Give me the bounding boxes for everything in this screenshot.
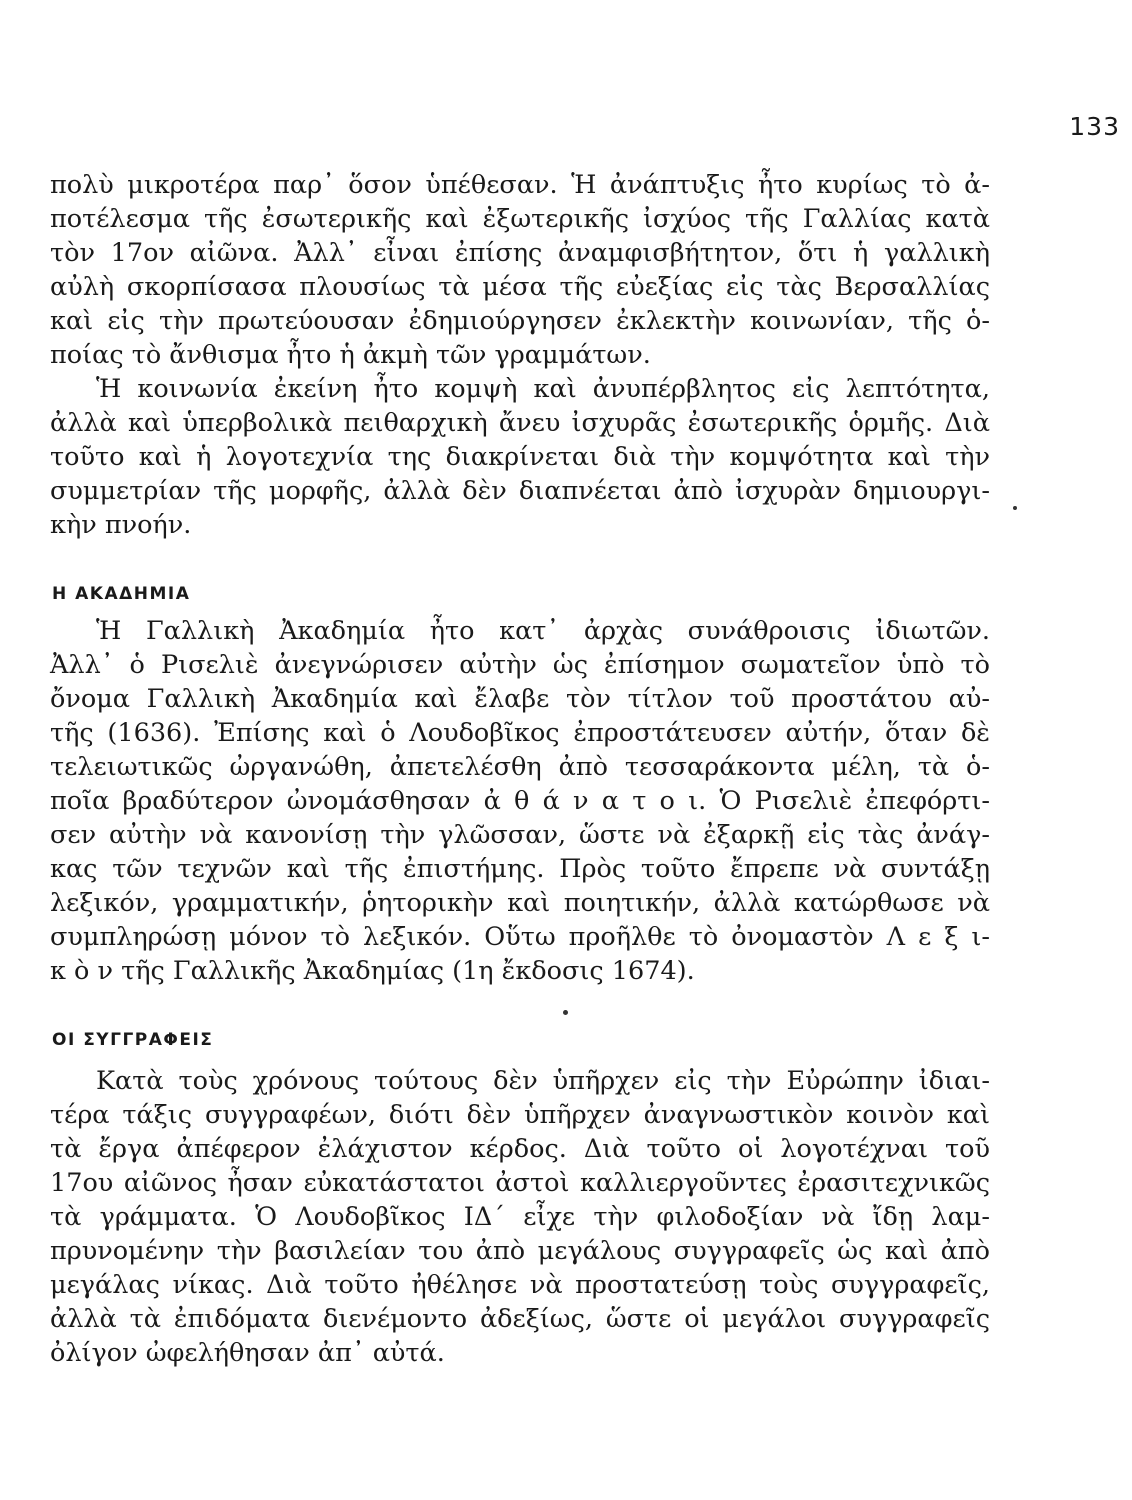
- text-line: ποτέλεσμα τῆς ἐσωτερικῆς καὶ ἐξωτερικῆς ἰσχύος τῆς Γαλλίας κατὰ: [50, 204, 990, 234]
- text-line: τῆς (1636). Ἐπίσης καὶ ὁ Λουδοβῖκος ἐπροστάτευσεν αὐτήν, ὅταν δὲ: [50, 718, 990, 748]
- text-line: τὰ ἔργα ἀπέφερον ἐλάχιστον κέρδος. Διὰ τοῦτο οἱ λογοτέχναι τοῦ: [50, 1134, 990, 1164]
- text-line: κας τῶν τεχνῶν καὶ τῆς ἐπιστήμης. Πρὸς τοῦτο ἔπρεπε νὰ συντάξῃ: [50, 854, 990, 884]
- text-line: ποῖα βραδύτερον ὠνομάσθησαν ἀ θ ά ν α τ ο ι. Ὁ Ρισελιὲ ἐπεφόρτι-: [50, 786, 990, 816]
- text-line: αὐλὴ σκορπίσασα πλουσίως τὰ μέσα τῆς εὐεξίας εἰς τὰς Βερσαλλίας: [50, 272, 990, 302]
- text-line: συμμετρίαν τῆς μορφῆς, ἀλλὰ δὲν διαπνέεται ἀπὸ ἰσχυρὰν δημιουργι-: [50, 476, 990, 506]
- text-line: Ἡ κοινωνία ἐκείνη ἦτο κομψὴ καὶ ἀνυπέρβλητος εἰς λεπτότητα,: [96, 374, 990, 404]
- text-line: κὴν πνοήν.: [50, 510, 192, 540]
- text-line: ποίας τὸ ἄνθισμα ἦτο ἡ ἀκμὴ τῶν γραμμάτων.: [50, 340, 651, 370]
- page-number: 133: [1069, 112, 1120, 141]
- text-line: ὄνομα Γαλλικὴ Ἀκαδημία καὶ ἔλαβε τὸν τίτλον τοῦ προστάτου αὐ-: [50, 684, 990, 714]
- text-line: Κατὰ τοὺς χρόνους τούτους δὲν ὑπῆρχεν εἰς τὴν Εὐρώπην ἰδιαι-: [96, 1066, 990, 1096]
- text-line: κ ὸ ν τῆς Γαλλικῆς Ἀκαδημίας (1η ἔκδοσις 1674).: [50, 956, 695, 986]
- text-line: 17ου αἰῶνος ἦσαν εὐκατάστατοι ἀστοὶ καλλιεργοῦντες ἐρασιτεχνικῶς: [50, 1168, 990, 1198]
- text-line: τὰ γράμματα. Ὁ Λουδοβῖκος ΙΔ΄ εἶχε τὴν φιλοδοξίαν νὰ ἴδῃ λαμ-: [50, 1202, 990, 1232]
- text-line: πρυνομένην τὴν βασιλείαν του ἀπὸ μεγάλους συγγραφεῖς ὡς καὶ ἀπὸ: [50, 1236, 990, 1266]
- text-line: πολὺ μικροτέρα παρ᾽ ὅσον ὑπέθεσαν. Ἡ ἀνάπτυξις ἦτο κυρίως τὸ ἀ-: [50, 170, 990, 200]
- section-heading-academy: Η ΑΚΑΔΗΜΙΑ: [52, 584, 191, 604]
- text-line: Ἀλλ᾽ ὁ Ρισελιὲ ἀνεγνώρισεν αὐτὴν ὡς ἐπίσημον σωματεῖον ὑπὸ τὸ: [50, 650, 990, 680]
- print-speck: [1013, 506, 1017, 510]
- text-line: ἀλλὰ τὰ ἐπιδόματα διενέμοντο ἀδεξίως, ὥστε οἱ μεγάλοι συγγραφεῖς: [50, 1304, 990, 1334]
- text-line: σεν αὐτὴν νὰ κανονίσῃ τὴν γλῶσσαν, ὥστε νὰ ἐξαρκῇ εἰς τὰς ἀνάγ-: [50, 820, 990, 850]
- section-heading-writers: ΟΙ ΣΥΓΓΡΑΦΕΙΣ: [52, 1030, 214, 1050]
- text-line: ὀλίγον ὠφελήθησαν ἀπ᾽ αὐτά.: [50, 1338, 445, 1368]
- text-line: καὶ εἰς τὴν πρωτεύουσαν ἐδημιούργησεν ἐκλεκτὴν κοινωνίαν, τῆς ὁ-: [50, 306, 990, 336]
- text-line: συμπληρώσῃ μόνον τὸ λεξικόν. Οὕτω προῆλθε τὸ ὀνομαστὸν Λ ε ξ ι-: [50, 922, 990, 952]
- text-line: λεξικόν, γραμματικήν, ῥητορικὴν καὶ ποιητικήν, ἀλλὰ κατώρθωσε νὰ: [50, 888, 990, 918]
- text-line: τοῦτο καὶ ἡ λογοτεχνία της διακρίνεται διὰ τὴν κομψότητα καὶ τὴν: [50, 442, 990, 472]
- text-line: τέρα τάξις συγγραφέων, διότι δὲν ὑπῆρχεν ἀναγνωστικὸν κοινὸν καὶ: [50, 1100, 990, 1130]
- text-line: τελειωτικῶς ὠργανώθη, ἀπετελέσθη ἀπὸ τεσσαράκοντα μέλη, τὰ ὁ-: [50, 752, 990, 782]
- text-line: μεγάλας νίκας. Διὰ τοῦτο ἠθέλησε νὰ προστατεύσῃ τοὺς συγγραφεῖς,: [50, 1270, 990, 1300]
- text-line: Ἡ Γαλλικὴ Ἀκαδημία ἦτο κατ᾽ ἀρχὰς συνάθροισις ἰδιωτῶν.: [96, 616, 990, 646]
- text-line: τὸν 17ον αἰῶνα. Ἀλλ᾽ εἶναι ἐπίσης ἀναμφισβήτητον, ὅτι ἡ γαλλικὴ: [50, 238, 990, 268]
- print-speck: [563, 1010, 568, 1015]
- text-line: ἀλλὰ καὶ ὑπερβολικὰ πειθαρχικὴ ἄνευ ἰσχυρᾶς ἐσωτερικῆς ὁρμῆς. Διὰ: [50, 408, 990, 438]
